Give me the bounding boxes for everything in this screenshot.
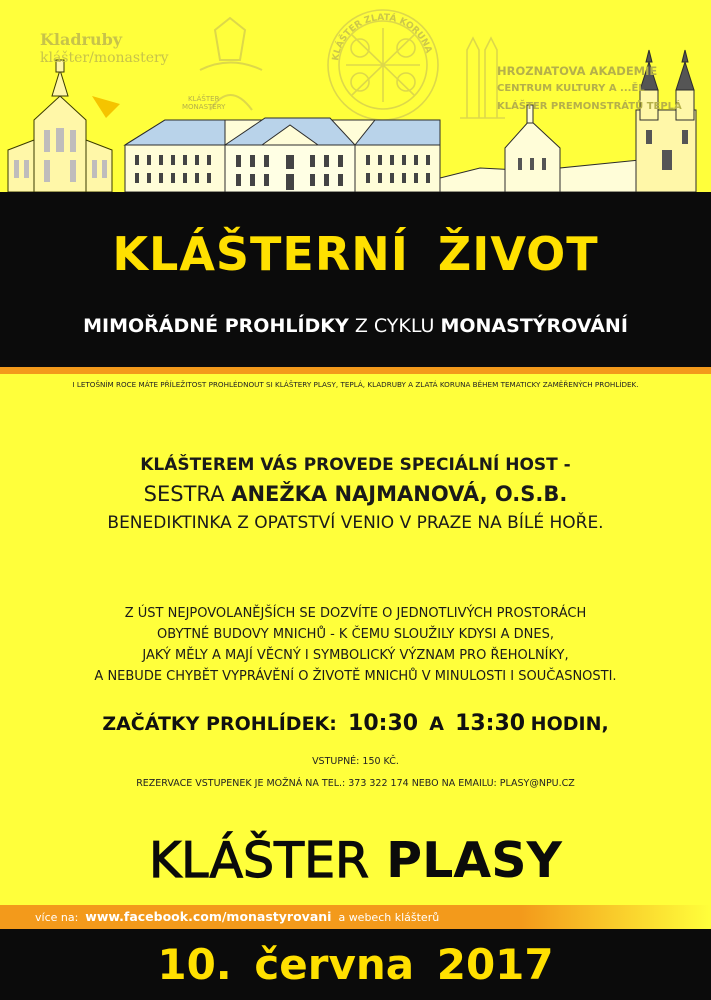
orange-stripe — [0, 367, 711, 374]
hroznatova-line1: HROZNATOVA AKADEMIE — [497, 64, 658, 78]
admission-price: VSTUPNÉ: 150 KČ. — [312, 756, 399, 767]
description-line1: Z ÚST NEJPOVOLANĚJŠÍCH SE DOZVÍTE O JEDNOTLIVÝCH PROSTORÁCH — [124, 606, 587, 621]
description-block — [0, 603, 711, 687]
times-label: ZAČÁTKY PROHLÍDEK: — [102, 713, 337, 735]
description-line3: JAKÝ MĚLY A MAJÍ VĚCNÝ I SYMBOLICKÝ VÝZNAM PRO ŘEHOLNÍKY, — [142, 648, 569, 663]
page-title: KLÁŠTERNÍ ŽIVOT — [112, 227, 599, 281]
hroznatova-logo — [497, 62, 682, 116]
price-block — [0, 751, 711, 795]
venue-name — [0, 831, 711, 891]
host-line1: KLÁŠTEREM VÁS PROVEDE SPECIÁLNÍ HOST - — [140, 455, 571, 475]
host-name: ANEŽKA NAJMANOVÁ, O.S.B. — [231, 482, 568, 506]
page-subtitle — [0, 313, 711, 339]
web-prefix: více na: — [35, 911, 79, 924]
host-prefix: SESTRA — [143, 482, 232, 506]
web-info — [35, 908, 439, 927]
web-suffix: a webech klášterů — [338, 911, 440, 924]
tour-times — [0, 707, 711, 742]
event-date: 10. června 2017 — [157, 940, 554, 989]
description-line2: OBYTNÉ BUDOVY MNICHŮ - K ČEMU SLOUŽILY KDYSI A DNES, — [157, 627, 554, 642]
facebook-link[interactable]: www.facebook.com/monastyrovani — [85, 909, 332, 924]
times-suffix: HODIN, — [530, 713, 609, 735]
subtitle-bold-2: MONASTÝROVÁNÍ — [440, 315, 628, 337]
host-block — [0, 452, 711, 536]
svg-text:KLÁŠTER ZLATÁ KORUNA — [331, 11, 433, 61]
hroznatova-line2: CENTRUM KULTURY A ...ĚL — [497, 83, 645, 94]
subtitle-bold-1: MIMOŘÁDNÉ PROHLÍDKY — [83, 315, 349, 337]
plasy-logo-line1: KLÁŠTER — [187, 95, 220, 103]
times-and: A — [429, 713, 444, 735]
subtitle-normal: Z CYKLU — [348, 315, 441, 337]
time-first: 10:30 — [348, 711, 419, 736]
kladruby-logo-sub: klášter/monastery — [40, 50, 169, 66]
venue-word2: PLASY — [386, 832, 563, 889]
kladruby-logo-name: Kladruby — [40, 30, 123, 49]
host-line2 — [0, 478, 711, 510]
description-line4: A NEBUDE CHYBĚT VYPRÁVĚNÍ O ŽIVOTĚ MNICHŮ V MINULOSTI I SOUČASNOSTI. — [94, 669, 617, 684]
host-line3: BENEDIKTINKA Z OPATSTVÍ VENIO V PRAZE NA BÍLÉ HOŘE. — [107, 513, 604, 533]
venue-word1: KLÁŠTER — [148, 832, 370, 889]
zlata-koruna-arc-text: KLÁŠTER ZLATÁ KORUNA — [331, 12, 434, 62]
intro-text: I LETOŠNÍM ROCE MÁTE PŘÍLEŽITOST PROHLÉDNOUT SI KLÁŠTERY PLASY, TEPLÁ, KLADRUBY A ZLATÁ KORUNA BĚHEM TEMATICKY ZAMĚŘENÝCH PROHLÍDEK. — [72, 380, 639, 389]
time-second: 13:30 — [455, 711, 526, 736]
hroznatova-line3: KLÁŠTER PREMONSTRÁTŮ TEPLÁ — [497, 101, 682, 112]
plasy-logo-line2: MONASTERY — [182, 103, 226, 111]
reservation-info: REZERVACE VSTUPENEK JE MOŽNÁ NA TEL.: 373 322 174 NEBO NA EMAILU: PLASY@NPU.CZ — [136, 778, 575, 789]
